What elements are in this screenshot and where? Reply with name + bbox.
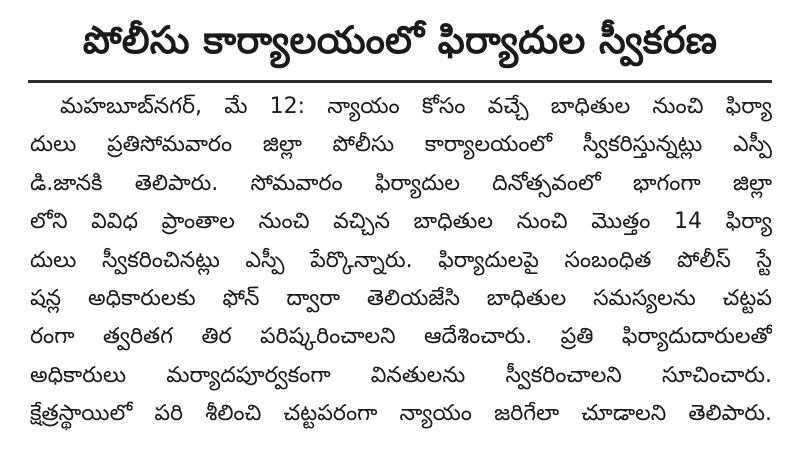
article-body (30, 88, 772, 434)
headline: పోలీసు కార్యాలయంలో ఫిర్యాదుల స్వీకరణ (82, 18, 718, 62)
article-line: రంగా త్వరితగ తిర పరిష్కరించాలని ఆదేశించారు. ప్రతి ఫిర్యాదుదారులతో (30, 324, 772, 350)
article-line: డి.జానకి తెలిపారు. సోమవారం ఫిర్యాదుల దినోత్సవంలో భాగంగా జిల్లా (30, 170, 772, 196)
article-line: షన్ల అధికారులకు ఫోన్ ద్వారా తెలియజేసి బాధితుల సమస్యలను చట్టప (30, 285, 772, 311)
article-line: మహబూబ్‌నగర్, మే 12: న్యాయం కోసం వచ్చే బాధితుల నుంచి ఫిర్యా (60, 94, 772, 119)
article-line: అధికారులు మర్యాదపూర్వకంగా వినతులను స్వీకరించాలని సూచించారు. (30, 362, 772, 388)
article-line: లోని వివిధ ప్రాంతాల నుంచి వచ్చిన బాధితుల నుంచి మొత్తం 14 ఫిర్యా (30, 209, 772, 235)
article-line: దులు ప్రతిసోమవారం జిల్లా పోలీసు కార్యాలయంలో స్వీకరిస్తున్నట్లు ఎస్పీ (30, 132, 772, 158)
article-line: దులు స్వీకరించినట్లు ఎస్పీ పేర్కొన్నారు. ఫిర్యాదులపై సంబంధిత పోలీస్ స్టే (30, 247, 772, 273)
article-line: క్షేత్రస్థాయిలో పరి శీలించి చట్టపరంగా న్యాయం జరిగేలా చూడాలని తెలిపారు. (30, 401, 772, 427)
headline-divider (28, 80, 772, 83)
